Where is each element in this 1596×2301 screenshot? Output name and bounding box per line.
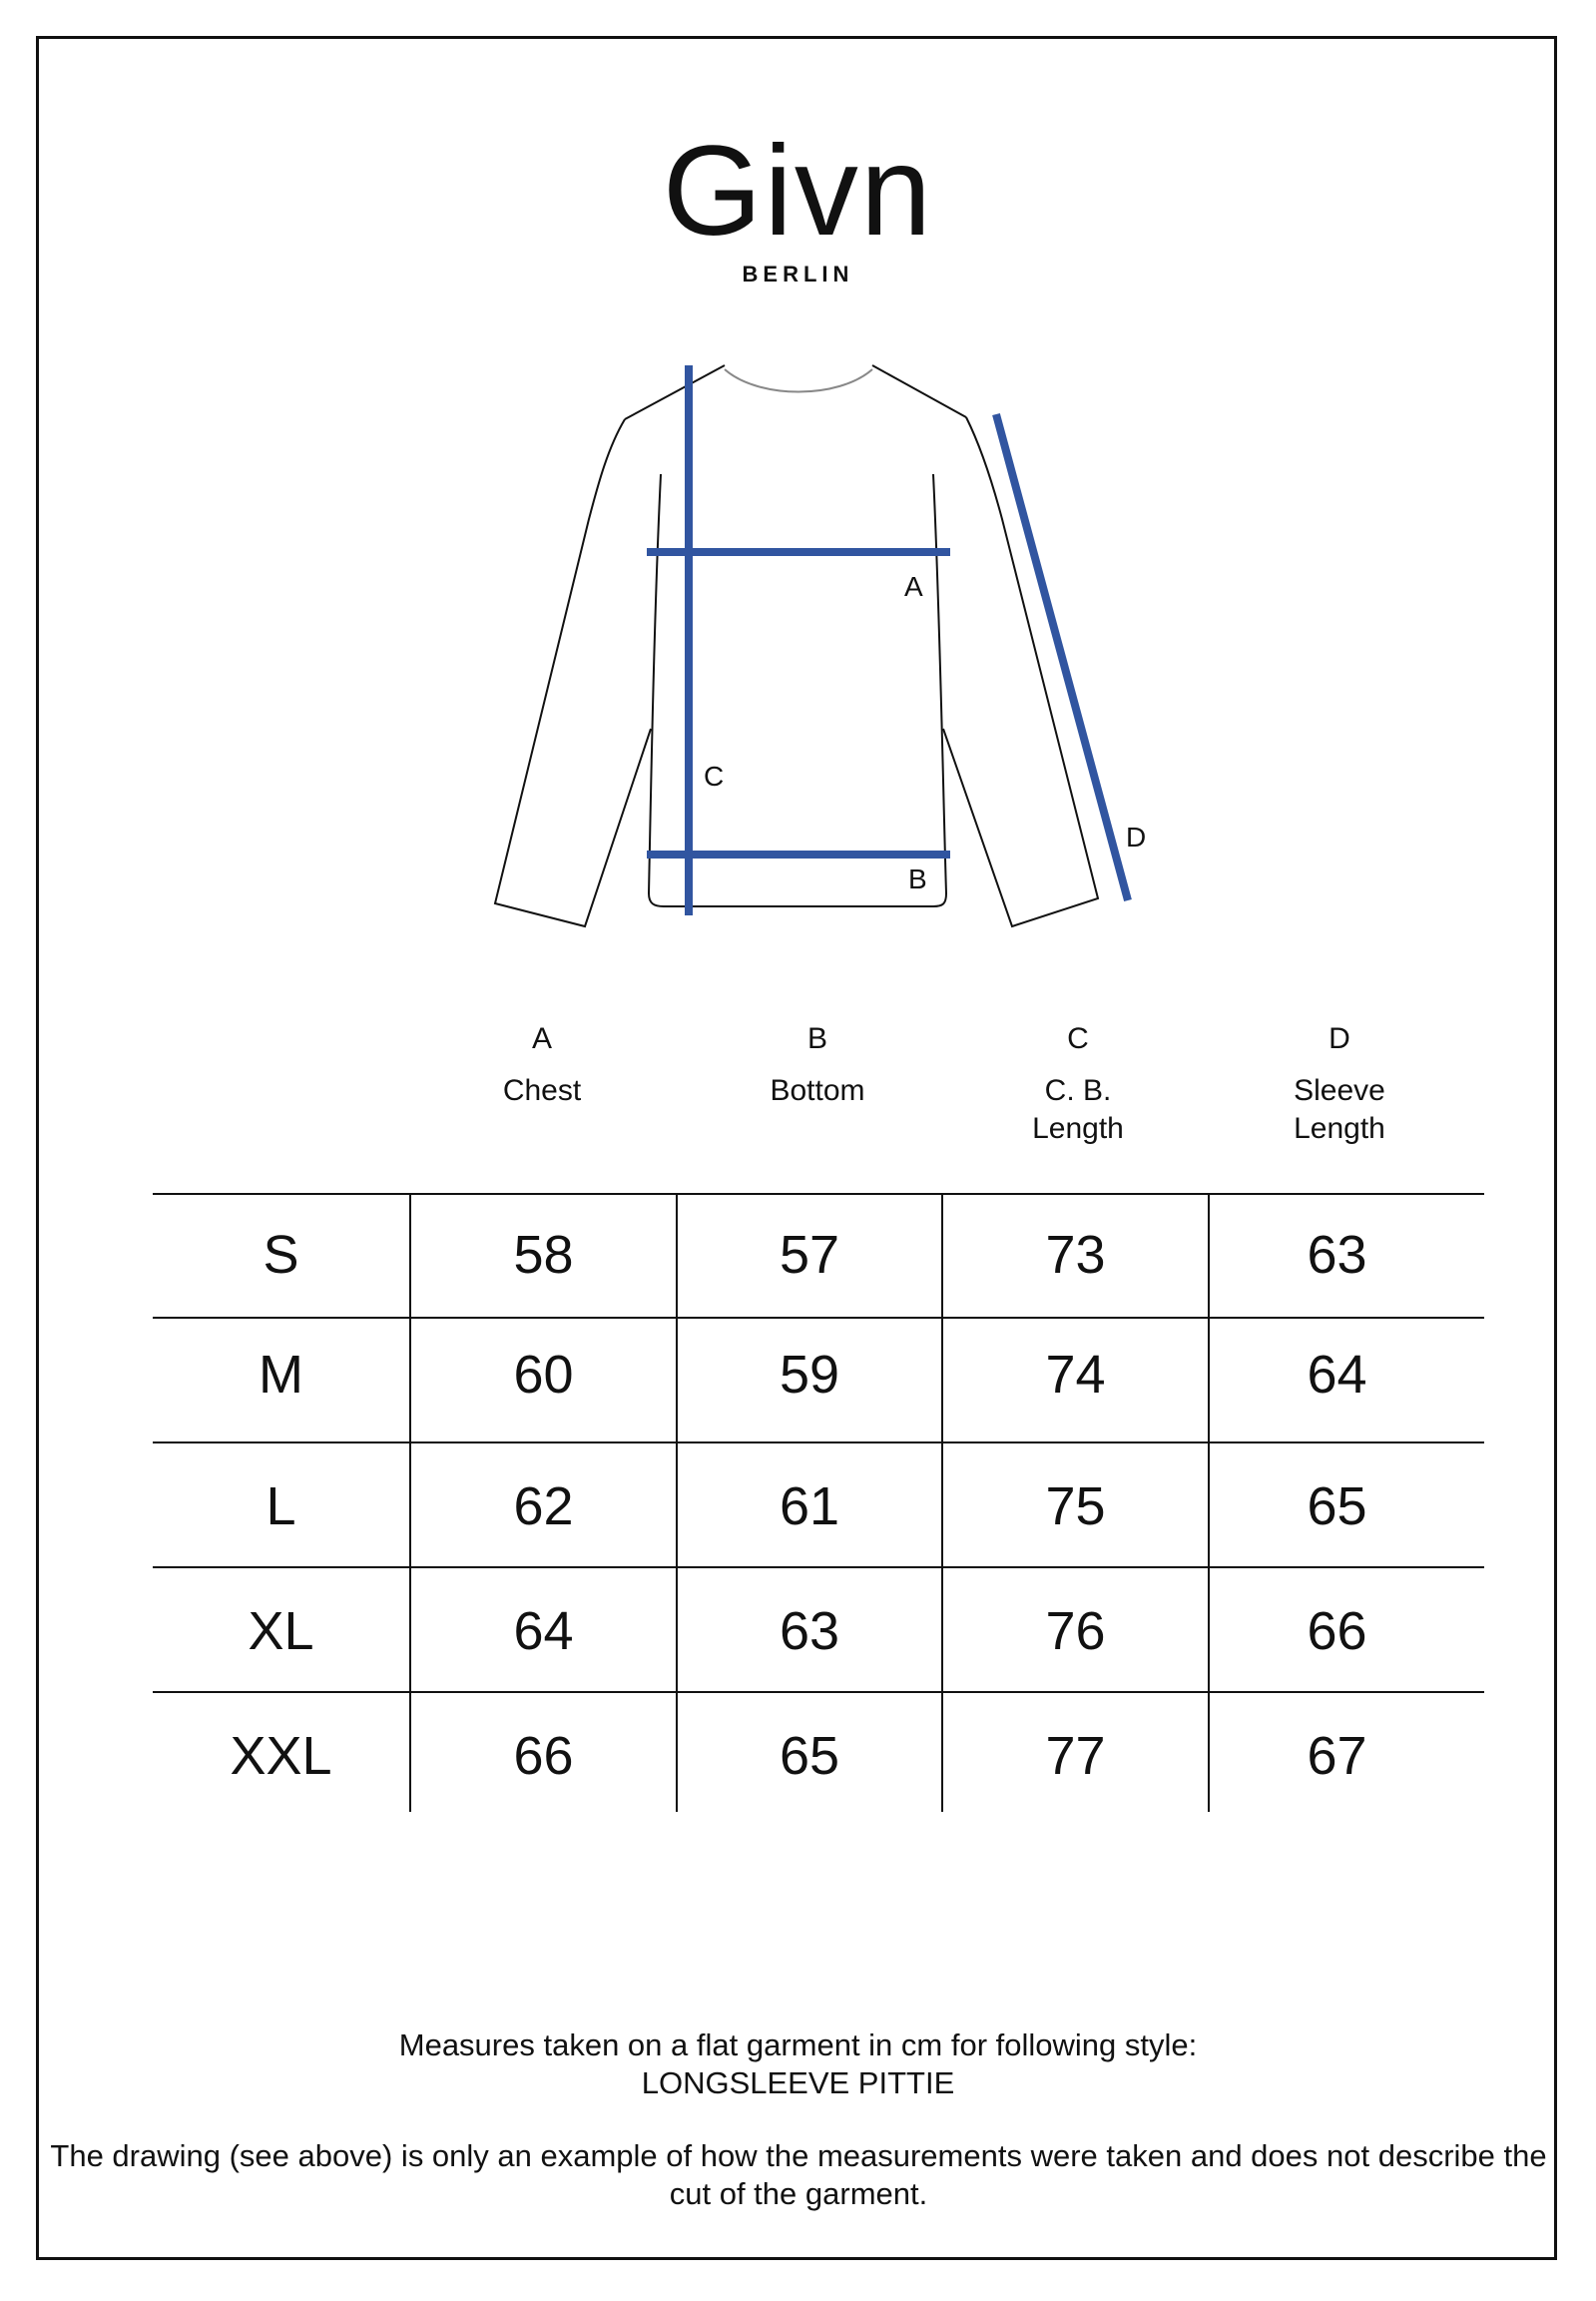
size-label: S (263, 1225, 299, 1285)
size-label: M (259, 1345, 303, 1405)
value-chest: 58 (513, 1225, 574, 1285)
value-cb-length: 77 (1045, 1726, 1106, 1786)
value-sleeve-length: 67 (1307, 1726, 1367, 1786)
table-rule (153, 1691, 1484, 1693)
size-label: XL (248, 1601, 314, 1661)
table-rule (153, 1566, 1484, 1568)
table-rule (153, 1441, 1484, 1443)
value-cb-length: 75 (1045, 1476, 1106, 1536)
brand-logo: Givn (662, 120, 934, 263)
value-chest: 66 (513, 1726, 574, 1786)
measurement-note (60, 2026, 1536, 2102)
measure-line-sleeve (996, 414, 1128, 900)
column-letter: D (1329, 1022, 1350, 1055)
value-bottom: 65 (779, 1726, 840, 1786)
brand-city: BERLIN (742, 262, 854, 287)
column-label: Sleeve Length (1294, 1074, 1385, 1145)
column-header-d (1220, 1020, 1459, 1148)
column-header-b (698, 1020, 937, 1110)
value-cb-length: 73 (1045, 1225, 1106, 1285)
table-rule (153, 1317, 1484, 1319)
label-b: B (908, 863, 927, 894)
value-bottom: 57 (779, 1225, 840, 1285)
label-d: D (1126, 822, 1147, 853)
measure-lines (647, 365, 1128, 915)
column-header-c (958, 1020, 1198, 1148)
column-letter: A (531, 1022, 552, 1055)
column-label: Bottom (770, 1074, 865, 1107)
column-label: Chest (502, 1074, 582, 1107)
value-chest: 64 (513, 1601, 574, 1661)
value-bottom: 59 (779, 1345, 840, 1405)
size-table (153, 1193, 1484, 1812)
measurement-note-line: Measures taken on a flat garment in cm for following style: (398, 2027, 1198, 2062)
column-header-a (422, 1020, 662, 1110)
value-cb-length: 76 (1045, 1601, 1106, 1661)
column-letter: C (1067, 1022, 1089, 1055)
value-chest: 60 (513, 1345, 574, 1405)
column-letter: B (806, 1022, 827, 1055)
table-rule (153, 1193, 1484, 1195)
value-bottom: 61 (779, 1476, 840, 1536)
column-label: C. B. Length (1032, 1074, 1124, 1145)
value-sleeve-length: 63 (1307, 1225, 1367, 1285)
label-c: C (704, 761, 725, 792)
value-cb-length: 74 (1045, 1345, 1106, 1405)
garment-diagram (0, 0, 1596, 998)
style-name: LONGSLEEVE PITTIE (641, 2065, 955, 2100)
value-chest: 62 (513, 1476, 574, 1536)
size-label: L (266, 1476, 296, 1536)
value-sleeve-length: 66 (1307, 1601, 1367, 1661)
disclaimer-note: The drawing (see above) is only an example of how the measurements were taken and does not describe the cut of the garment. (50, 2138, 1547, 2211)
label-a: A (904, 571, 923, 602)
size-label: XXL (230, 1726, 332, 1786)
value-sleeve-length: 65 (1307, 1476, 1367, 1536)
value-bottom: 63 (779, 1601, 840, 1661)
value-sleeve-length: 64 (1307, 1345, 1367, 1405)
